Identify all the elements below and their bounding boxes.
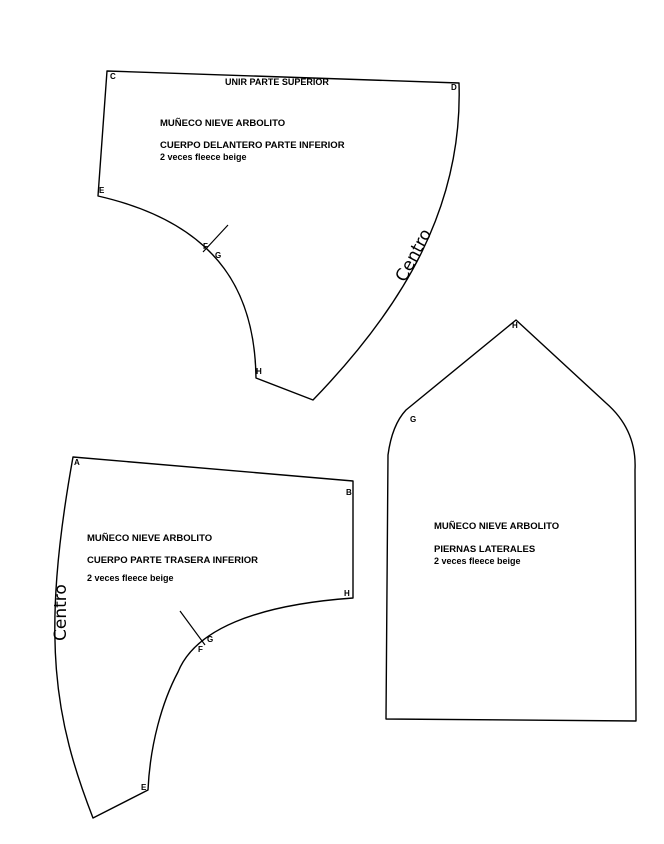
front-point-e: E bbox=[99, 186, 105, 195]
back-title: MUÑECO NIEVE ARBOLITO bbox=[87, 533, 213, 544]
back-point-e: E bbox=[141, 783, 147, 792]
back-notch-fg bbox=[180, 611, 205, 645]
front-point-c: C bbox=[110, 72, 116, 81]
legs-point-g: G bbox=[410, 415, 417, 424]
front-part: CUERPO DELANTERO PARTE INFERIOR bbox=[160, 140, 345, 151]
front-body-piece bbox=[98, 71, 459, 400]
front-point-f: F bbox=[203, 242, 208, 251]
back-body-outline bbox=[55, 457, 353, 818]
legs-piece bbox=[386, 320, 636, 721]
front-point-d: D bbox=[451, 83, 457, 92]
front-centro-label: Centro bbox=[391, 225, 437, 286]
back-body-piece bbox=[51, 457, 353, 818]
front-seam-label: UNIR PARTE SUPERIOR bbox=[225, 77, 329, 87]
front-qty: 2 veces fleece beige bbox=[160, 152, 247, 162]
back-point-g: G bbox=[207, 635, 214, 644]
back-part: CUERPO PARTE TRASERA INFERIOR bbox=[87, 555, 259, 566]
legs-qty: 2 veces fleece beige bbox=[434, 556, 521, 566]
back-centro-label: Centro bbox=[51, 584, 71, 641]
back-point-b: B bbox=[346, 488, 352, 497]
legs-point-h: H bbox=[512, 321, 518, 330]
legs-title: MUÑECO NIEVE ARBOLITO bbox=[434, 521, 560, 532]
legs-part: PIERNAS LATERALES bbox=[434, 544, 536, 555]
back-point-a: A bbox=[74, 458, 80, 467]
front-title: MUÑECO NIEVE ARBOLITO bbox=[160, 118, 286, 129]
back-qty: 2 veces fleece beige bbox=[87, 573, 174, 583]
back-point-h: H bbox=[344, 589, 350, 598]
front-point-h: H bbox=[256, 367, 262, 376]
front-point-g: G bbox=[215, 251, 222, 260]
back-point-f: F bbox=[198, 645, 203, 654]
